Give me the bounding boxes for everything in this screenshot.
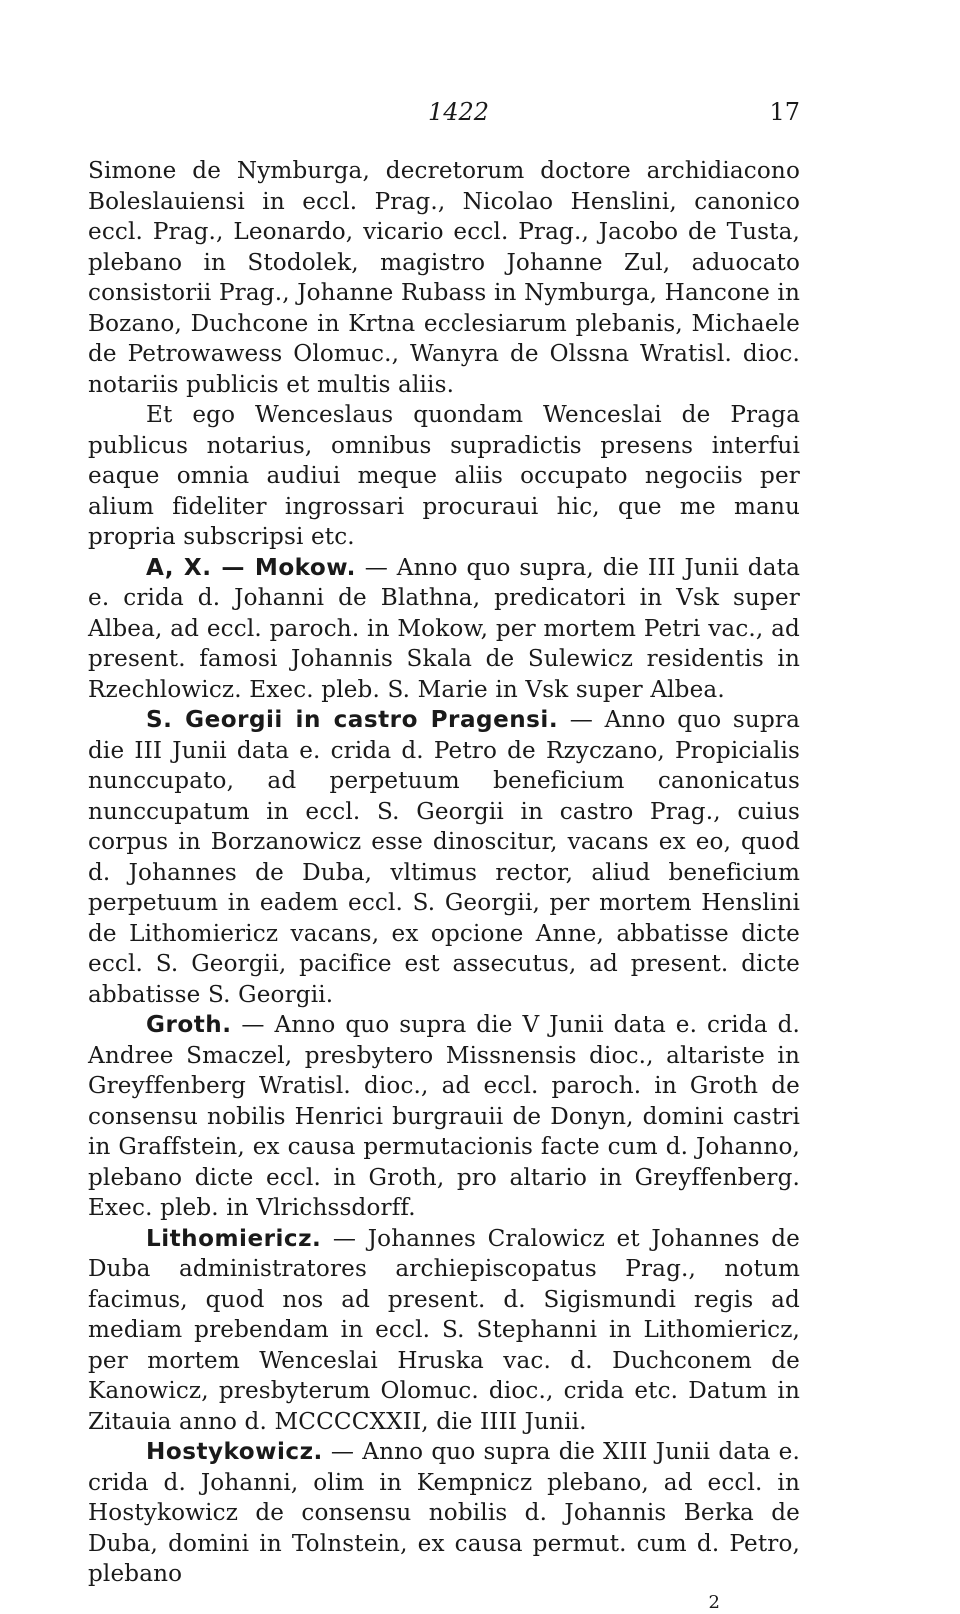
header-year: 1422 <box>428 98 490 126</box>
paragraph-notary <box>88 400 800 553</box>
entry-text: — Anno quo supra die XIII Junii data e. crida d. Johanni, olim in Kempnicz plebano, ad eccl. in Hostykowicz de consensu nobilis d. Johannis Berka de Duba, domini in Tolnstein, ex causa permut. cum d. Petro, plebano <box>88 1439 800 1587</box>
entry-heading: A, X. — Mokow. <box>146 554 356 581</box>
entry-text: — Anno quo supra die V Junii data e. crida d. Andree Smaczel, presbytero Missnensis dioc., altariste in Greyffenberg Wratisl. dioc., ad eccl. paroch. in Groth de consensu nobilis Henrici burgrauii de Donyn, domini castri in Graffstein, ex causa permutacionis facte cum d. Johanno, plebano dicte eccl. in Groth, pro altario in Greyffenberg. Exec. pleb. in Vlrichssdorff. <box>88 1012 800 1221</box>
entry-groth <box>88 1010 800 1224</box>
entry-mokow <box>88 553 800 706</box>
entry-heading: Hostykowicz. <box>146 1439 323 1465</box>
paragraph-text: Simone de Nymburga, decretorum doctore archidiacono Boleslauiensi in eccl. Prag., Nicolao Henslini, canonico eccl. Prag., Leonardo, vicario eccl. Prag., Jacobo de Tusta, plebano in Stodolek, magistro Johanne Zul, aduocato consistorii Prag., Johanne Rubass in Nymburga, Hancone in Bozano, Duchcone in Krtna ecclesiarum plebanis, Michaele de Petrowawess Olomuc., Wanyra de Olssna Wratisl. dioc. notariis publicis et multis aliis. <box>88 158 800 398</box>
entry-text: — Anno quo supra, die III Junii data e. crida d. Johanni de Blathna, predicatori in Vsk super Albea, ad eccl. paroch. in Mokow, per mortem Petri vac., ad present. famosi Johannis Skala de Sulewicz residentis in Rzechlowicz. Exec. pleb. S. Marie in Vsk super Albea. <box>88 554 800 703</box>
book-page <box>88 98 800 1614</box>
entry-s-georgii <box>88 705 800 1010</box>
entry-hostykowicz <box>88 1437 800 1590</box>
signature-mark: 2 <box>708 1591 720 1613</box>
entry-text: — Anno quo supra die III Junii data e. crida d. Petro de Rzyczano, Propicialis nunccupato, ad perpetuum beneficium canonicatus nunccupatum in eccl. S. Georgii in castro Prag., cuius corpus in Borzanowicz esse dinoscitur, vacans ex eo, quod d. Johannes de Duba, vltimus rector, aliud beneficium perpetuum in eadem eccl. S. Georgii, per mortem Henslini de Lithomiericz vacans, ex opcione Anne, abbatisse dicte eccl. S. Georgii, pacifice est assecutus, ad present. dicte abbatisse S. Georgii. <box>88 707 800 1008</box>
entry-heading: Groth. <box>146 1012 232 1038</box>
entry-heading: S. Georgii in castro Pragensi. <box>146 707 559 733</box>
paragraph-text: Et ego Wenceslaus quondam Wenceslai de Praga publicus notarius, omnibus supradictis presens interfui eaque omnia audiui meque aliis occupato negociis per alium fideliter ingrossari procuraui hic, que me manu propria subscripsi etc. <box>88 402 800 550</box>
entry-text: — Johannes Cralowicz et Johannes de Duba administratores archiepiscopatus Prag., notum facimus, quod nos ad present. d. Sigismundi regis ad mediam prebendam in eccl. S. Stephanni in Lithomiericz, per mortem Wenceslai Hruska vac. d. Duchconem de Kanowicz, presbyterum Olomuc. dioc., crida etc. Datum in Zitauia anno d. MCCCCXXII, die IIII Junii. <box>88 1225 800 1435</box>
running-header <box>88 98 800 132</box>
paragraph-witnesses <box>88 156 800 400</box>
page-number: 17 <box>769 98 800 126</box>
entry-lithomiericz <box>88 1224 800 1438</box>
entry-heading: Lithomiericz. <box>146 1225 322 1252</box>
body-text <box>88 156 800 1590</box>
